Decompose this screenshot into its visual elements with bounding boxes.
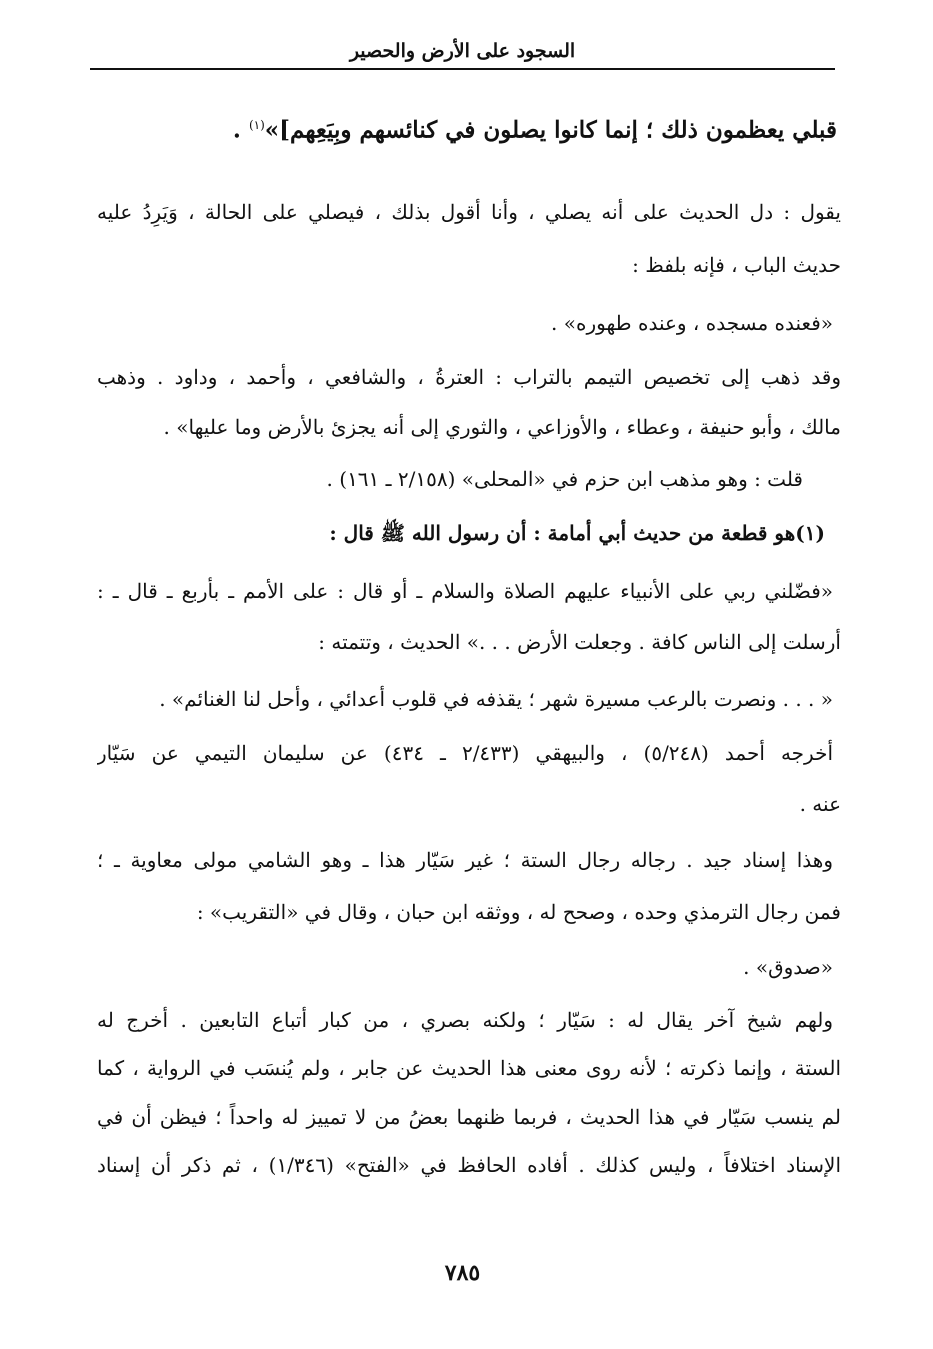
footnote-marker: (١) [248, 118, 265, 132]
body-line-2: حديث الباب ، فإنه بلفظ : [632, 253, 841, 277]
footnote-line-12: لم ينسب سَيّار في هذا الحديث ، فربما ظنهما بعضُ من لا تمييز له واحداً ؛ فيظن أن في [97, 1105, 841, 1129]
footnote-line-8: فمن رجال الترمذي وحده ، وصحح له ، ووثقه ابن حبان ، وقال في «التقريب» : [196, 900, 841, 924]
header-rule [90, 68, 835, 70]
footnote-line-6: عنه . [799, 792, 841, 816]
running-header-title: السجود على الأرض والحصير [349, 40, 576, 62]
lead-line-text: قبلي يعظمون ذلك ؛ إنما كانوا يصلون في كنائسهم وبِيَعِهم]» [264, 116, 837, 144]
body-line-5: مالك ، وأبو حنيفة ، وعطاء ، والأوزاعي ، والثوري إلى أنه يجزئ بالأرض وما عليها» . [163, 415, 841, 439]
footnote-line-5: أخرجه أحمد (٥/٢٤٨) ، والبيهقي (٢/٤٣٣ ـ ٤٣٤) عن سليمان التيمي عن سَيّار [97, 741, 833, 765]
footnote-line-4: « . . . ونصرت بالرعب مسيرة شهر ؛ يقذفه في قلوب أعدائي ، وأحل لنا الغنائم» . [159, 687, 833, 711]
lead-line [97, 108, 837, 148]
footnote-line-9: «صدوق» . [743, 955, 833, 979]
footnote-line-11: الستة ، وإنما ذكرته ؛ لأنه روى معنى هذا الحديث عن جابر ، ولم يُنسَب في الرواية ، كما [97, 1056, 841, 1080]
lead-line-tail: . [232, 116, 249, 144]
footnote-line-7: وهذا إسناد جيد . رجاله رجال الستة ؛ غير سَيّار هذا ـ وهو الشامي مولى معاوية ـ ؛ [97, 848, 833, 872]
footnote-line-2: «فضّلني ربي على الأنبياء عليهم الصلاة والسلام ـ أو قال : على الأمم ـ بأربع ـ قال ـ : [97, 579, 833, 603]
body-line-3: «فعنده مسجده ، وعنده طهوره» . [551, 311, 833, 335]
body-line-1: يقول : دل الحديث على أنه يصلي ، وأنا أقول بذلك ، فيصلي على الحالة ، وَيَرِدُ عليه [97, 200, 841, 224]
footnote-line-13: الإسناد اختلافاً ، وليس كذلك . أفاده الحافظ في «الفتح» (١/٣٤٦) ، ثم ذكر أن إسناد [97, 1153, 841, 1177]
footnote-line-3: أرسلت إلى الناس كافة . وجعلت الأرض . . .» الحديث ، وتتمته : [318, 630, 841, 654]
body-line-6: قلت : وهو مذهب ابن حزم في «المحلى» (٢/١٥٨ ـ ١٦١) . [326, 467, 803, 491]
page-number: ٧٨٥ [444, 1260, 481, 1286]
body-line-4: وقد ذهب إلى تخصيص التيمم بالتراب : العترةُ ، والشافعي ، وأحمد ، وداود . وذهب [97, 365, 841, 389]
footnote-line-10: ولهم شيخ آخر يقال له : سَيّار ؛ ولكنه بصري ، من كبار أتباع التابعين . أخرج له [97, 1008, 833, 1032]
footnote-line-1: (١)هو قطعة من حديث أبي أمامة : أن رسول الله ﷺ قال : [329, 521, 825, 545]
